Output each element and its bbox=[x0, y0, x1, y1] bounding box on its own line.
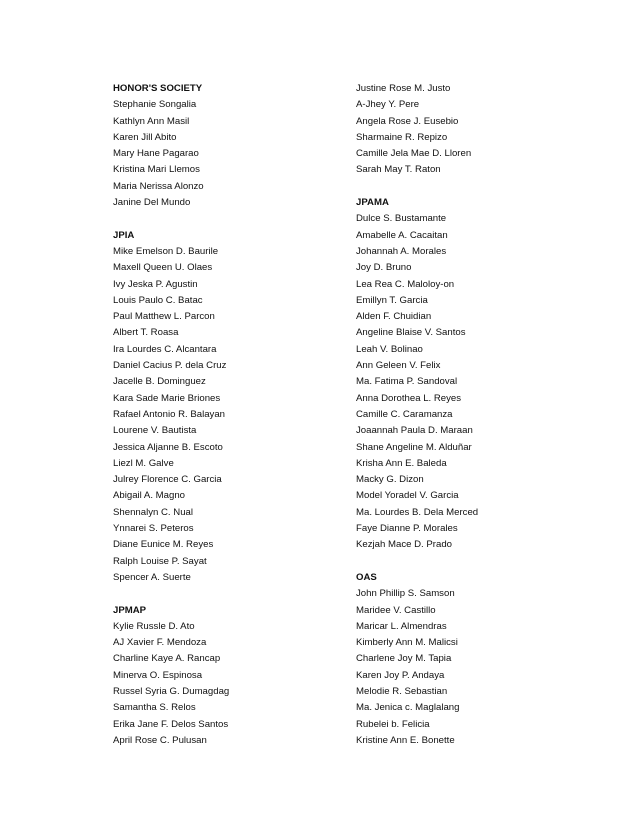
member-name: Krisha Ann E. Baleda bbox=[356, 457, 447, 469]
member-name: Ynnarei S. Peteros bbox=[113, 523, 194, 535]
member-name: Lea Rea C. Maloloy-on bbox=[356, 278, 455, 290]
member-name: Jessica Aljanne B. Escoto bbox=[113, 441, 223, 453]
section-heading-jpama: JPAMA bbox=[356, 197, 389, 209]
member-name: Kimberly Ann M. Malicsi bbox=[356, 637, 458, 649]
section-heading-jpmap: JPMAP bbox=[113, 604, 147, 616]
member-name: Ira Lourdes C. Alcantara bbox=[113, 343, 217, 355]
section-spacer bbox=[356, 179, 576, 195]
member-name: Kylie Russle D. Ato bbox=[113, 620, 195, 632]
section-heading-jpia: JPIA bbox=[113, 229, 135, 241]
member-name: Camille C. Caramanza bbox=[356, 408, 453, 420]
member-name: Mary Hane Pagarao bbox=[113, 148, 199, 160]
left-column bbox=[113, 81, 333, 749]
member-name: Charline Kaye A. Rancap bbox=[113, 653, 221, 665]
member-name: Sarah May T. Raton bbox=[356, 164, 441, 176]
member-name: Janine Del Mundo bbox=[113, 197, 191, 209]
member-name: Camille Jela Mae D. Lloren bbox=[356, 148, 472, 160]
member-name: Emillyn T. Garcia bbox=[356, 294, 428, 306]
member-name: Maricar L. Almendras bbox=[356, 620, 447, 632]
member-name: Daniel Cacius P. dela Cruz bbox=[113, 360, 227, 372]
section-heading-honor-s-society: HONOR'S SOCIETY bbox=[113, 83, 203, 94]
member-name: Abigail A. Magno bbox=[113, 490, 185, 502]
member-name: Macky G. Dizon bbox=[356, 474, 424, 486]
member-name: Model Yoradel V. Garcia bbox=[356, 490, 459, 502]
member-name: Kathlyn Ann Masil bbox=[113, 115, 190, 127]
member-name: Maxell Queen U. Olaes bbox=[113, 262, 213, 274]
member-name: Kristine Ann E. Bonette bbox=[356, 734, 455, 746]
member-name: Julrey Florence C. Garcia bbox=[113, 474, 222, 486]
section-spacer bbox=[356, 554, 576, 570]
member-name: Alden F. Chuidian bbox=[356, 311, 432, 323]
member-name: A-Jhey Y. Pere bbox=[356, 99, 420, 111]
member-name: Mike Emelson D. Baurile bbox=[113, 245, 219, 257]
member-name: Leah V. Bolinao bbox=[356, 343, 423, 355]
member-name: Kara Sade Marie Briones bbox=[113, 392, 221, 404]
member-name: Angeline Blaise V. Santos bbox=[356, 327, 466, 339]
member-name: Ann Geleen V. Felix bbox=[356, 360, 441, 372]
member-name: Amabelle A. Cacaitan bbox=[356, 229, 448, 241]
section-heading-oas: OAS bbox=[356, 571, 377, 583]
member-name: Samantha S. Relos bbox=[113, 702, 196, 714]
right-column bbox=[356, 81, 576, 749]
member-name: Anna Dorothea L. Reyes bbox=[356, 392, 462, 404]
member-name: Louis Paulo C. Batac bbox=[113, 294, 203, 306]
member-name: AJ Xavier F. Mendoza bbox=[113, 637, 207, 649]
member-name: Erika Jane F. Delos Santos bbox=[113, 718, 229, 730]
member-name: Russel Syria G. Dumagdag bbox=[113, 685, 230, 697]
member-name: Shane Angeline M. Alduñar bbox=[356, 441, 472, 453]
member-name: Rubelei b. Felicia bbox=[356, 718, 430, 730]
member-name: Johannah A. Morales bbox=[356, 245, 447, 257]
member-name: Karen Joy P. Andaya bbox=[356, 669, 445, 681]
member-name: Charlene Joy M. Tapia bbox=[356, 653, 452, 665]
member-name: Angela Rose J. Eusebio bbox=[356, 115, 459, 127]
member-name: Kezjah Mace D. Prado bbox=[356, 539, 452, 551]
member-name: Sharmaine R. Repizo bbox=[356, 131, 448, 143]
member-name: Karen Jill Abito bbox=[113, 131, 177, 143]
member-name: Faye Dianne P. Morales bbox=[356, 523, 458, 535]
member-name: Lourene V. Bautista bbox=[113, 425, 197, 437]
member-name: John Phillip S. Samson bbox=[356, 588, 455, 600]
member-name: Dulce S. Bustamante bbox=[356, 213, 447, 225]
member-name: Maridee V. Castillo bbox=[356, 604, 436, 616]
member-name: Ralph Louise P. Sayat bbox=[113, 555, 207, 567]
member-name: Minerva O. Espinosa bbox=[113, 669, 203, 681]
member-name: Ma. Fatima P. Sandoval bbox=[356, 376, 458, 388]
member-name: Justine Rose M. Justo bbox=[356, 83, 451, 94]
member-name: Stephanie Songalia bbox=[113, 99, 197, 111]
member-name: Rafael Antonio R. Balayan bbox=[113, 408, 226, 420]
member-name: Albert T. Roasa bbox=[113, 327, 179, 339]
member-name: Joaannah Paula D. Maraan bbox=[356, 425, 473, 437]
member-name: Diane Eunice M. Reyes bbox=[113, 539, 214, 551]
member-name: Paul Matthew L. Parcon bbox=[113, 311, 215, 323]
member-name: Melodie R. Sebastian bbox=[356, 685, 448, 697]
section-spacer bbox=[113, 586, 333, 602]
member-name: Jacelle B. Dominguez bbox=[113, 376, 206, 388]
member-name: Kristina Mari Llemos bbox=[113, 164, 200, 176]
member-name: Ma. Lourdes B. Dela Merced bbox=[356, 506, 479, 518]
member-name: Ivy Jeska P. Agustin bbox=[113, 278, 198, 290]
section-spacer bbox=[113, 211, 333, 227]
member-name: Ma. Jenica c. Maglalang bbox=[356, 702, 460, 714]
member-name: Liezl M. Galve bbox=[113, 457, 174, 469]
member-name: Spencer A. Suerte bbox=[113, 571, 191, 583]
member-name: Shennalyn C. Nual bbox=[113, 506, 193, 518]
member-name: Joy D. Bruno bbox=[356, 262, 412, 274]
member-name: Maria Nerissa Alonzo bbox=[113, 180, 204, 192]
member-name: April Rose C. Pulusan bbox=[113, 734, 207, 746]
